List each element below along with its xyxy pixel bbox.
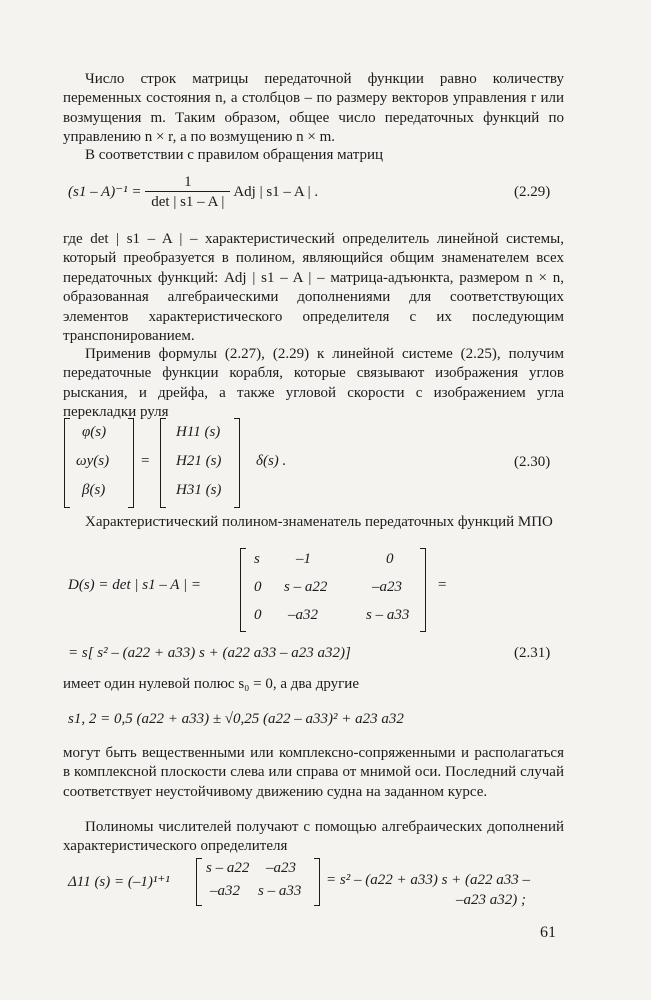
equation-2-29 [68,174,318,211]
d21: –a32 [210,883,240,899]
vector-phi: φ(s) [82,424,107,440]
transfer-h11: H11 (s) [176,424,221,440]
m22: s – a22 [284,579,328,595]
m31: 0 [254,607,262,623]
m33: s – a33 [366,607,410,623]
equation-number-2-31: (2.31) [514,645,551,661]
m13: 0 [386,551,394,567]
eq231-lhs: D(s) = det | s1 – A | = [68,577,201,593]
paragraph-roots-type: могут быть вещественными или комплексно-сопряженными и располагаться в комплексной плоскости слева или справа от мнимой оси. Последний случай соответствует неустойчивому движению судна на заданном курсе. [63,745,564,800]
paragraph-char-determinant: где det | s1 – A | – характеристический определитель линейной системы, который преобразуется в полином, являющийся общим знаменателем всех передаточных функций: Adj | s1 – A | – матрица-адъюнкта, размером n × n, образованная алгебраическими дополнениями для соответствующих элементов характеристического определителя с их последующим транспонированием. [63,231,564,345]
equation-number-2-29: (2.29) [514,184,551,200]
right-bracket [234,418,240,508]
eq229-denominator: det | s1 – A | [145,191,230,211]
right-bracket [314,858,320,906]
paragraph-rows-count: Число строк матрицы передаточной функции равно количеству переменных состояния n, а столбцов – по размеру векторов управления r или возмущения m. Таким образом, общее число передаточных функций по управлению n × r, а по возмущению n × m. [63,71,564,146]
eq229-rhs: Adj | s1 – A | . [233,183,319,200]
page-number: 61 [540,924,556,941]
equals-sign: = [141,453,150,469]
paragraph-numerators: Полиномы числителей получают с помощью алгебраических дополнений характеристического определителя [63,819,564,855]
eq231-matrix [240,548,440,632]
equation-2-30 [64,418,364,508]
transfer-h31: H31 (s) [176,482,222,498]
left-bracket [240,548,246,632]
d22: s – a33 [258,883,302,899]
m23: –a23 [372,579,402,595]
delta-s: δ(s) . [256,453,287,469]
delta11-lhs: Δ11 (s) = (–1)¹⁺¹ [68,874,170,890]
left-bracket [64,418,70,508]
equation-roots: s1, 2 = 0,5 (a22 + a33) ± √0,25 (a22 – a33)² + a23 a32 [68,711,404,727]
delta11-matrix [196,858,326,906]
eq231-equals: = [438,577,447,593]
m21: 0 [254,579,262,595]
paragraph-char-polynomial: Характеристический полином-знаменатель передаточных функций МПО [85,514,553,530]
left-bracket [160,418,166,508]
equation-number-2-30: (2.30) [514,454,551,470]
m32: –a32 [288,607,318,623]
paragraph-zero-pole: имеет один нулевой полюс s₀ = 0, а два другие [63,676,359,692]
paragraph-matrix-inversion: В соответствии с правилом обращения матриц [85,147,384,163]
paragraph-apply-formulas: Применив формулы (2.27), (2.29) к линейной системе (2.25), получим передаточные функции корабля, которые связывают изображения углов рыскания, и дрейфа, а также угловой скорости с изображением угла перекладки руля [63,346,564,421]
transfer-h21: H21 (s) [176,453,222,469]
right-bracket [420,548,426,632]
eq229-fraction [145,174,230,211]
eq231-expanded: = s[ s² – (a22 + a33) s + (a22 a33 – a23 a32)] [68,645,351,661]
delta11-rhs-line1: = s² – (a22 + a33) s + (a22 a33 – [326,872,531,888]
delta11-rhs-line2: –a23 a32) ; [456,892,526,908]
vector-beta: β(s) [82,482,106,498]
d12: –a23 [266,860,296,876]
right-bracket [128,418,134,508]
eq229-numerator: 1 [184,174,192,190]
m11: s [254,551,260,567]
m12: –1 [296,551,311,567]
left-bracket [196,858,202,906]
eq229-lhs: (s1 – A)⁻¹ = [68,183,142,200]
vector-omega: ωy(s) [76,453,110,469]
d11: s – a22 [206,860,250,876]
